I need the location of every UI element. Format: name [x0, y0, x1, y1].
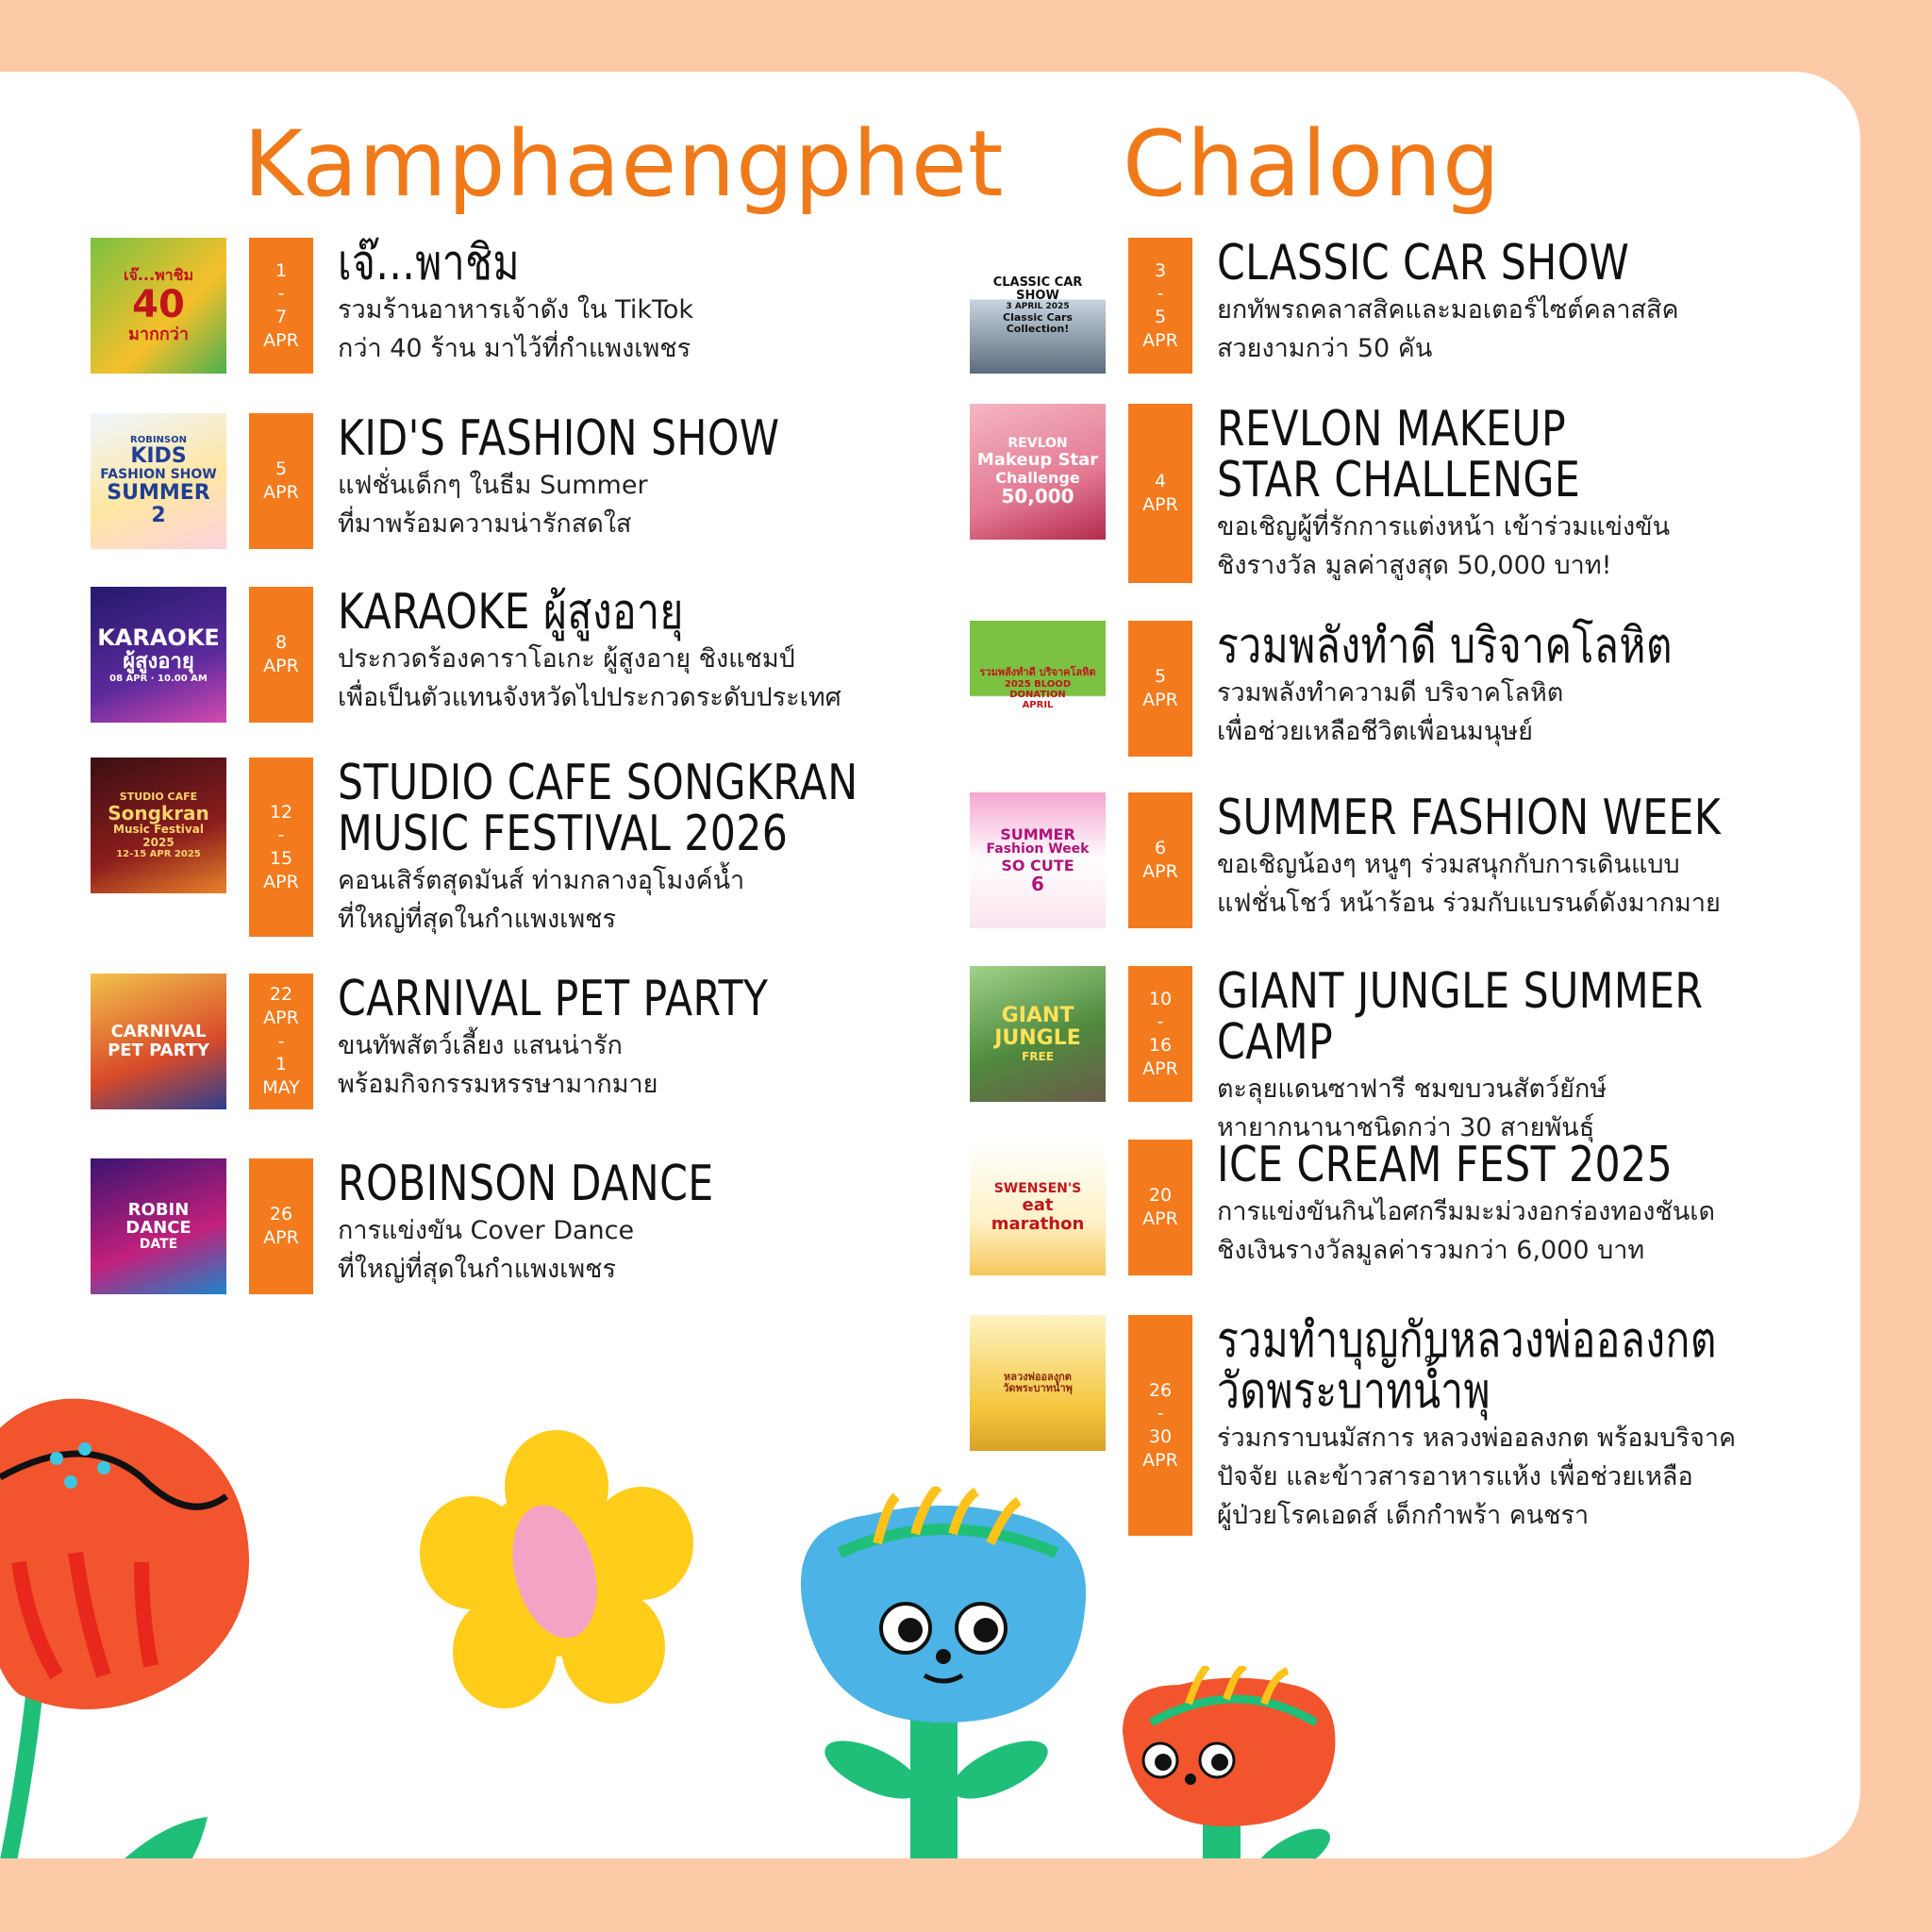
description-line: ขอเชิญน้องๆ หนูๆ ร่วมสนุกกับการเดินแบบ	[1217, 850, 1680, 879]
date-line: APR	[263, 656, 299, 676]
poster-text: ผู้สูงอายุ	[123, 649, 194, 674]
event-title: ICE CREAM FEST 2025	[1217, 1137, 1674, 1193]
poster-text: JUNGLE	[994, 1026, 1081, 1051]
event-poster-thumbnail[interactable]	[970, 792, 1106, 928]
event-description	[338, 466, 941, 543]
event-title: STAR CHALLENGE	[1217, 452, 1581, 508]
poster-text: Fashion Week	[986, 841, 1090, 858]
event-date-badge	[249, 974, 313, 1109]
poster-text: CLASSIC CAR SHOW	[992, 275, 1083, 303]
event-text-block	[1217, 618, 1783, 751]
event-description	[338, 291, 941, 368]
yellow-flower-illustration	[415, 1430, 698, 1713]
event-text-block	[1217, 1312, 1783, 1535]
event-title: CLASSIC CAR SHOW	[1217, 235, 1630, 291]
event-description	[1217, 291, 1821, 368]
description-line: ปัจจัย และข้าวสารอาหารแห้ง เพื่อช่วยเหลือ	[1217, 1462, 1693, 1491]
date-line: 26	[1148, 1379, 1173, 1401]
date-line: 8	[275, 632, 288, 654]
poster-text: หลวงพ่ออลงกต	[1004, 1370, 1072, 1383]
poster-text: 08 APR · 10.00 AM	[109, 673, 208, 684]
event-poster-thumbnail[interactable]	[970, 238, 1106, 374]
description-line: ที่ใหญ่ที่สุดในกำแพงเพชร	[338, 1255, 616, 1284]
date-line: 5	[275, 458, 288, 480]
date-line: 30	[1148, 1426, 1173, 1447]
date-line: 12	[269, 801, 293, 823]
description-line: เพื่อช่วยเหลือชีวิตเพื่อนมนุษย์	[1217, 717, 1533, 746]
event-text-block	[1217, 1137, 1783, 1270]
event-title: SUMMER FASHION WEEK	[1217, 790, 1722, 846]
date-line: APR	[1142, 1058, 1178, 1079]
event-poster-thumbnail[interactable]	[91, 587, 226, 723]
event-text-block	[1217, 235, 1783, 368]
event-title: KARAOKE ผู้สูงอายุ	[338, 584, 684, 641]
date-line: APR	[1142, 690, 1178, 710]
event-text-block	[338, 971, 904, 1104]
event-poster-thumbnail[interactable]	[970, 1315, 1106, 1451]
date-line: 15	[269, 848, 293, 869]
event-poster-thumbnail[interactable]	[91, 758, 226, 893]
event-description	[1217, 1192, 1821, 1270]
event-title: เจ๊...พาชิม	[338, 235, 521, 291]
event-description	[338, 861, 941, 939]
event-title: ROBINSON DANCE	[338, 1156, 714, 1212]
event-title: CARNIVAL PET PARTY	[338, 971, 769, 1027]
column-title: Chalong	[1123, 111, 1501, 217]
date-line: APR	[1142, 329, 1178, 351]
description-line: ชิงเงินรางวัลมูลค่ารวมกว่า 6,000 บาท	[1217, 1236, 1645, 1265]
poster-text: วัดพระบาทน้ำพุ	[1003, 1382, 1073, 1394]
date-line: -	[1157, 283, 1164, 305]
event-date-badge	[249, 413, 313, 549]
poster-text: Classic Cars Collection!	[1003, 311, 1073, 336]
date-line: APR	[1142, 1208, 1178, 1229]
event-title: REVLON MAKEUP	[1217, 401, 1567, 458]
poster-text: SUMMER 2	[107, 481, 210, 528]
poster-text: 6	[1031, 873, 1044, 896]
description-line: การแข่งขันกินไอศกรีมมะม่วงอกร่องทองชันเด	[1217, 1197, 1716, 1226]
event-date-badge	[1128, 404, 1192, 583]
date-line: APR	[1142, 494, 1178, 515]
poster-text: รวมพลังทำดี บริจาคโลหิต	[979, 666, 1096, 679]
description-line: พร้อมกิจกรรมหรรษามากมาย	[338, 1070, 658, 1099]
poster-text: 40	[132, 282, 185, 326]
event-title: GIANT JUNGLE SUMMER CAMP	[1217, 963, 1704, 1071]
poster-text: SUMMER	[1000, 824, 1075, 843]
description-line: กว่า 40 ร้าน มาไว้ที่กำแพงเพชร	[338, 334, 691, 363]
event-description	[1217, 1419, 1821, 1535]
date-line: 6	[1154, 838, 1167, 859]
date-line: APR	[263, 1227, 299, 1248]
date-line: 1	[275, 259, 288, 281]
red-flower-illustration	[0, 1374, 283, 1858]
description-line: ร่วมกราบนมัสการ หลวงพ่ออลงกต พร้อมบริจาค	[1217, 1424, 1737, 1453]
date-line: -	[277, 824, 285, 846]
event-poster-thumbnail[interactable]	[970, 404, 1106, 540]
column-title: Kamphaengphet	[243, 111, 1005, 217]
poster-text: 3 APRIL 2025	[1006, 302, 1070, 312]
date-line: 4	[1154, 471, 1167, 492]
event-title: วัดพระบาทน้ำพุ	[1217, 1363, 1491, 1420]
date-line: APR	[263, 871, 299, 892]
content-panel	[0, 72, 1860, 1858]
poster-text: Makeup Star	[976, 450, 1099, 470]
description-line: ที่ใหญ่ที่สุดในกำแพงเพชร	[338, 905, 616, 934]
date-line: 3	[1154, 259, 1167, 281]
description-line: ชิงรางวัล มูลค่าสูงสุด 50,000 บาท!	[1217, 551, 1612, 580]
event-title: MUSIC FESTIVAL 2026	[338, 806, 789, 862]
date-line: 1	[275, 1054, 288, 1075]
date-line: 22	[269, 984, 293, 1006]
event-date-badge	[249, 587, 313, 723]
poster-text: DATE	[139, 1237, 178, 1253]
date-line: APR	[1142, 1449, 1178, 1471]
poster-text: KARAOKE	[97, 625, 220, 652]
event-poster-thumbnail[interactable]	[91, 974, 226, 1109]
event-poster-thumbnail[interactable]	[91, 1158, 226, 1294]
description-line: แฟชั่นเด็กๆ ในธีม Summer	[338, 471, 648, 500]
description-line: ตะลุยแดนซาฟารี ชมขบวนสัตว์ยักษ์	[1217, 1074, 1607, 1104]
red-flower-character	[1113, 1666, 1358, 1858]
event-poster-thumbnail[interactable]	[91, 238, 226, 374]
date-line: -	[1157, 1011, 1164, 1033]
date-line: APR	[263, 329, 299, 351]
event-date-badge	[1128, 1315, 1192, 1536]
description-line: หายากนานาชนิดกว่า 30 สายพันธุ์	[1217, 1113, 1595, 1142]
date-line: 5	[1154, 307, 1167, 327]
event-description	[338, 1211, 941, 1289]
event-date-badge	[249, 238, 313, 374]
event-description	[1217, 1070, 1821, 1147]
poster-text: 12-15 APR 2025	[116, 848, 201, 859]
date-line: MAY	[262, 1077, 300, 1099]
poster-text: ROBIN DANCE	[125, 1199, 192, 1239]
event-text-block	[1217, 963, 1783, 1147]
poster-text: 2025 BLOOD DONATION	[1004, 678, 1072, 700]
poster-text: eat marathon	[991, 1194, 1085, 1234]
event-date-badge	[249, 758, 313, 937]
date-line: 10	[1148, 988, 1173, 1009]
description-line: ขอเชิญผู้ที่รักการแต่งหน้า เข้าร่วมแข่งขัน	[1217, 512, 1671, 541]
event-poster-thumbnail[interactable]	[91, 413, 226, 549]
poster-text: KIDS	[130, 443, 187, 468]
description-line: ผู้ป่วยโรคเอดส์ เด็กกำพร้า คนชรา	[1217, 1501, 1590, 1530]
poster-text: มากกว่า	[128, 324, 189, 344]
date-line: -	[277, 283, 285, 305]
event-title: รวมพลังทำดี บริจาคโลหิต	[1217, 618, 1673, 675]
description-line: แฟชั่นโชว์ หน้าร้อน ร่วมกับแบรนด์ดังมากมาย	[1217, 889, 1721, 918]
blue-flower-character	[783, 1487, 1104, 1858]
poster-text: Challenge	[995, 468, 1080, 487]
poster-text: GIANT	[1001, 1004, 1074, 1028]
event-text-block	[1217, 792, 1783, 923]
description-line: คอนเสิร์ตสุดมันส์ ท่ามกลางอุโมงค์น้ำ	[338, 866, 745, 895]
event-date-badge	[1128, 792, 1192, 928]
event-description	[1217, 845, 1821, 923]
poster-text: เจ๊...พาชิม	[123, 266, 193, 285]
date-line: 20	[1148, 1185, 1173, 1207]
poster-text: ROBINSON	[130, 434, 187, 445]
event-text-block	[338, 235, 904, 368]
description-line: รวมพลังทำความดี บริจาคโลหิต	[1217, 678, 1564, 708]
description-line: ประกวดร้องคาราโอเกะ ผู้สูงอายุ ชิงแชมป์	[338, 644, 795, 674]
poster-text: 50,000	[1001, 485, 1074, 508]
description-line: รวมร้านอาหารเจ้าดัง ใน TikTok	[338, 295, 694, 325]
poster-text: REVLON	[1008, 435, 1068, 451]
event-text-block	[338, 755, 904, 939]
event-poster-thumbnail[interactable]	[970, 1140, 1106, 1275]
date-line: APR	[1142, 861, 1178, 882]
date-line: APR	[263, 482, 299, 503]
description-line: ยกทัพรถคลาสสิคและมอเตอร์ไซต์คลาสสิค	[1217, 295, 1679, 325]
event-text-block	[1217, 401, 1783, 585]
event-date-badge	[1128, 966, 1192, 1102]
date-line: APR	[263, 1007, 299, 1028]
poster-text: FREE	[1022, 1049, 1054, 1063]
description-line: เพื่อเป็นตัวแทนจังหวัดไปประกวดระดับประเทศ	[338, 683, 841, 712]
poster-text: Music Festival 2025	[113, 823, 204, 849]
date-line: -	[277, 1030, 285, 1052]
poster-text: CARNIVAL	[110, 1022, 207, 1042]
description-line: สวยงามกว่า 50 คัน	[1217, 334, 1433, 363]
date-line: -	[1157, 1403, 1164, 1424]
event-date-badge	[1128, 238, 1192, 374]
event-date-badge	[1128, 621, 1192, 757]
event-title: STUDIO CAFE SONGKRAN	[338, 755, 858, 811]
poster-text: SO CUTE	[1001, 856, 1074, 874]
poster-text: STUDIO CAFE	[119, 791, 198, 804]
poster-text: SWENSEN'S	[993, 1180, 1082, 1196]
event-text-block	[338, 1158, 904, 1289]
event-poster-thumbnail[interactable]	[970, 621, 1106, 757]
event-description	[338, 640, 941, 717]
event-date-badge	[249, 1158, 313, 1294]
event-text-block	[338, 584, 904, 717]
date-line: 5	[1154, 666, 1167, 688]
event-title: KID'S FASHION SHOW	[338, 410, 780, 467]
poster-text: FASHION SHOW	[100, 466, 217, 482]
poster-text: PET PARTY	[108, 1041, 209, 1060]
description-line: ที่มาพร้อมความน่ารักสดใส	[338, 509, 632, 539]
event-description	[338, 1026, 941, 1104]
poster-text: APRIL	[1022, 699, 1054, 710]
date-line: 16	[1148, 1035, 1173, 1056]
event-text-block	[338, 410, 904, 543]
event-description	[1217, 508, 1821, 585]
date-line: 26	[269, 1204, 293, 1225]
event-title: รวมทำบุญกับหลวงพ่ออลงกต	[1217, 1312, 1717, 1369]
event-poster-thumbnail[interactable]	[970, 966, 1106, 1102]
event-description	[1217, 674, 1821, 751]
description-line: ขนทัพสัตว์เลี้ยง แสนน่ารัก	[338, 1031, 623, 1060]
event-date-badge	[1128, 1140, 1192, 1275]
date-line: 7	[275, 307, 288, 327]
poster-text: Songkran	[108, 802, 209, 825]
description-line: การแข่งขัน Cover Dance	[338, 1216, 635, 1245]
